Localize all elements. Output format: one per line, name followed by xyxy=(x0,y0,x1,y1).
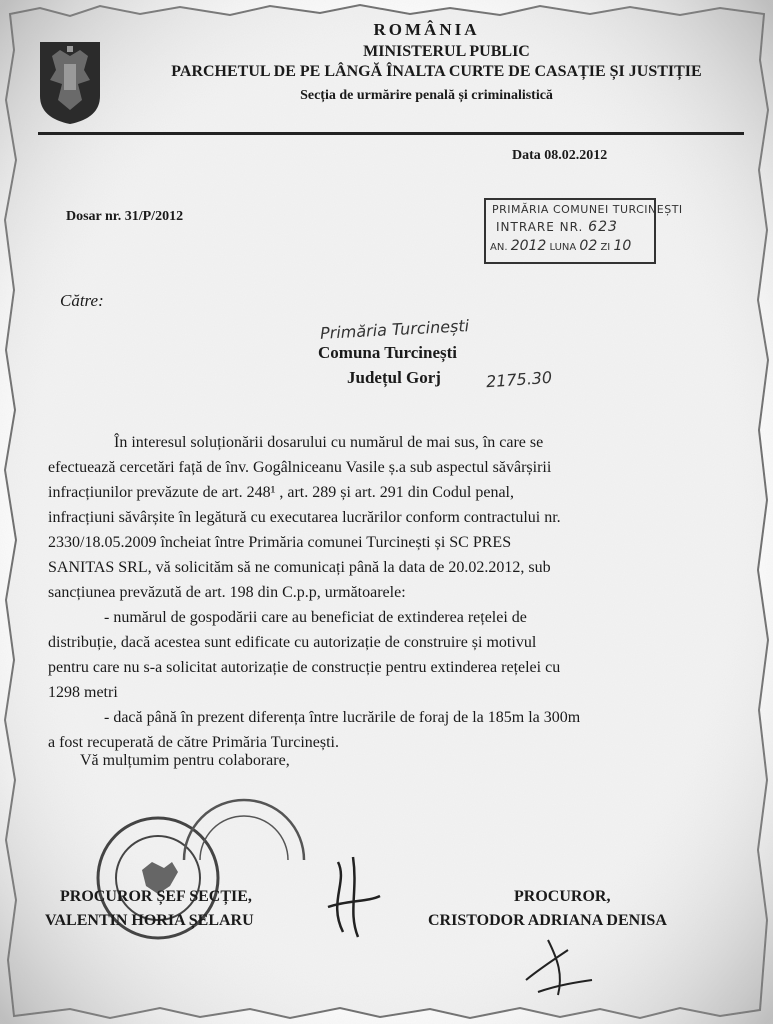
stamp-entry-line xyxy=(496,219,618,235)
body-line: distribuție, dacă acestea sunt edificate cu autorizație de construire și motivul xyxy=(48,634,537,651)
body-line: pentru care nu s-a solicitat autorizație de construcție pentru extinderea rețelei cu xyxy=(48,659,561,676)
file-number: Dosar nr. 31/P/2012 xyxy=(66,209,184,224)
body-line: infracțiunilor prevăzute de art. 248¹ , art. 289 și art. 291 din Codul penal, xyxy=(48,484,514,501)
body-line: efectuează cercetări față de înv. Gogâlniceanu Vasile ș.a sub aspectul săvârșirii xyxy=(48,459,552,476)
header-ministry: MINISTERUL PUBLIC xyxy=(363,43,530,60)
header-divider xyxy=(38,132,744,135)
header-office: PARCHETUL DE PE LÂNGĂ ÎNALTA CURTE DE CASAȚIE ȘI JUSTIȚIE xyxy=(171,63,702,80)
body-line: infracțiuni săvârșite în legătură cu executarea lucrărilor conform contractului nr. xyxy=(48,509,561,526)
body-line: SANITAS SRL, vă solicităm să ne comunicați până la data de 20.02.2012, sub xyxy=(48,559,551,576)
entry-registration-stamp xyxy=(484,198,683,264)
stamp-day: 10 xyxy=(613,238,632,254)
right-signatory-title: PROCUROR, xyxy=(514,888,611,905)
stamp-day-label: ZI xyxy=(600,242,611,253)
handwritten-signature-left xyxy=(318,852,388,942)
stamp-year: 2012 xyxy=(510,238,547,254)
stamp-institution: PRIMĂRIA COMUNEI TURCINEȘTI xyxy=(492,203,683,216)
stamp-date-line: AN. 2012 LUNA 02 ZI 10 xyxy=(490,238,632,254)
body-line: În interesul soluționării dosarului cu numărul de mai sus, în care se xyxy=(114,434,544,451)
header-country: ROMÂNIA xyxy=(373,20,480,39)
round-official-stamp-right xyxy=(178,780,310,880)
recipient-handwritten: Primăria Turcinești xyxy=(319,316,470,343)
right-signatory-name: CRISTODOR ADRIANA DENISA xyxy=(428,912,667,929)
stamp-month: 02 xyxy=(579,238,598,254)
body-line: 1298 metri xyxy=(48,684,118,701)
recipient-commune: Comuna Turcinești xyxy=(318,343,458,362)
stamp-entry-label: INTRARE NR. xyxy=(496,220,584,234)
recipient-county: Județul Gorj xyxy=(347,368,441,387)
body-line: 2330/18.05.2009 încheiat între Primăria comunei Turcinești și SC PRES xyxy=(48,534,512,551)
document-date: Data 08.02.2012 xyxy=(512,148,608,163)
header-section: Secția de urmărire penală și criminalistică xyxy=(300,88,553,103)
stamp-entry-number: 623 xyxy=(588,219,618,235)
body-line: - dacă până în prezent diferența între lucrările de foraj de la 185m la 300m xyxy=(104,709,581,726)
handwritten-signature-right xyxy=(518,930,598,1000)
stamp-year-label: AN xyxy=(490,242,505,253)
body-line: a fost recuperată de către Primăria Turcinești. xyxy=(48,734,339,751)
stamp-month-label: LUNA xyxy=(549,242,577,253)
left-signatory-name: VALENTIN HORIA ȘELARU xyxy=(45,912,254,929)
body-line: sancțiunea prevăzută de art. 198 din C.p.p, următoarele: xyxy=(48,584,406,601)
body-line: - numărul de gospodării care au beneficiat de extinderea rețelei de xyxy=(104,609,527,626)
handwritten-registration-number: 2175.30 xyxy=(485,367,553,392)
to-label: Către: xyxy=(60,291,104,310)
closing-line: Vă mulțumim pentru colaborare, xyxy=(80,752,290,769)
left-signatory-title: PROCUROR ȘEF SECȚIE, xyxy=(60,888,252,905)
